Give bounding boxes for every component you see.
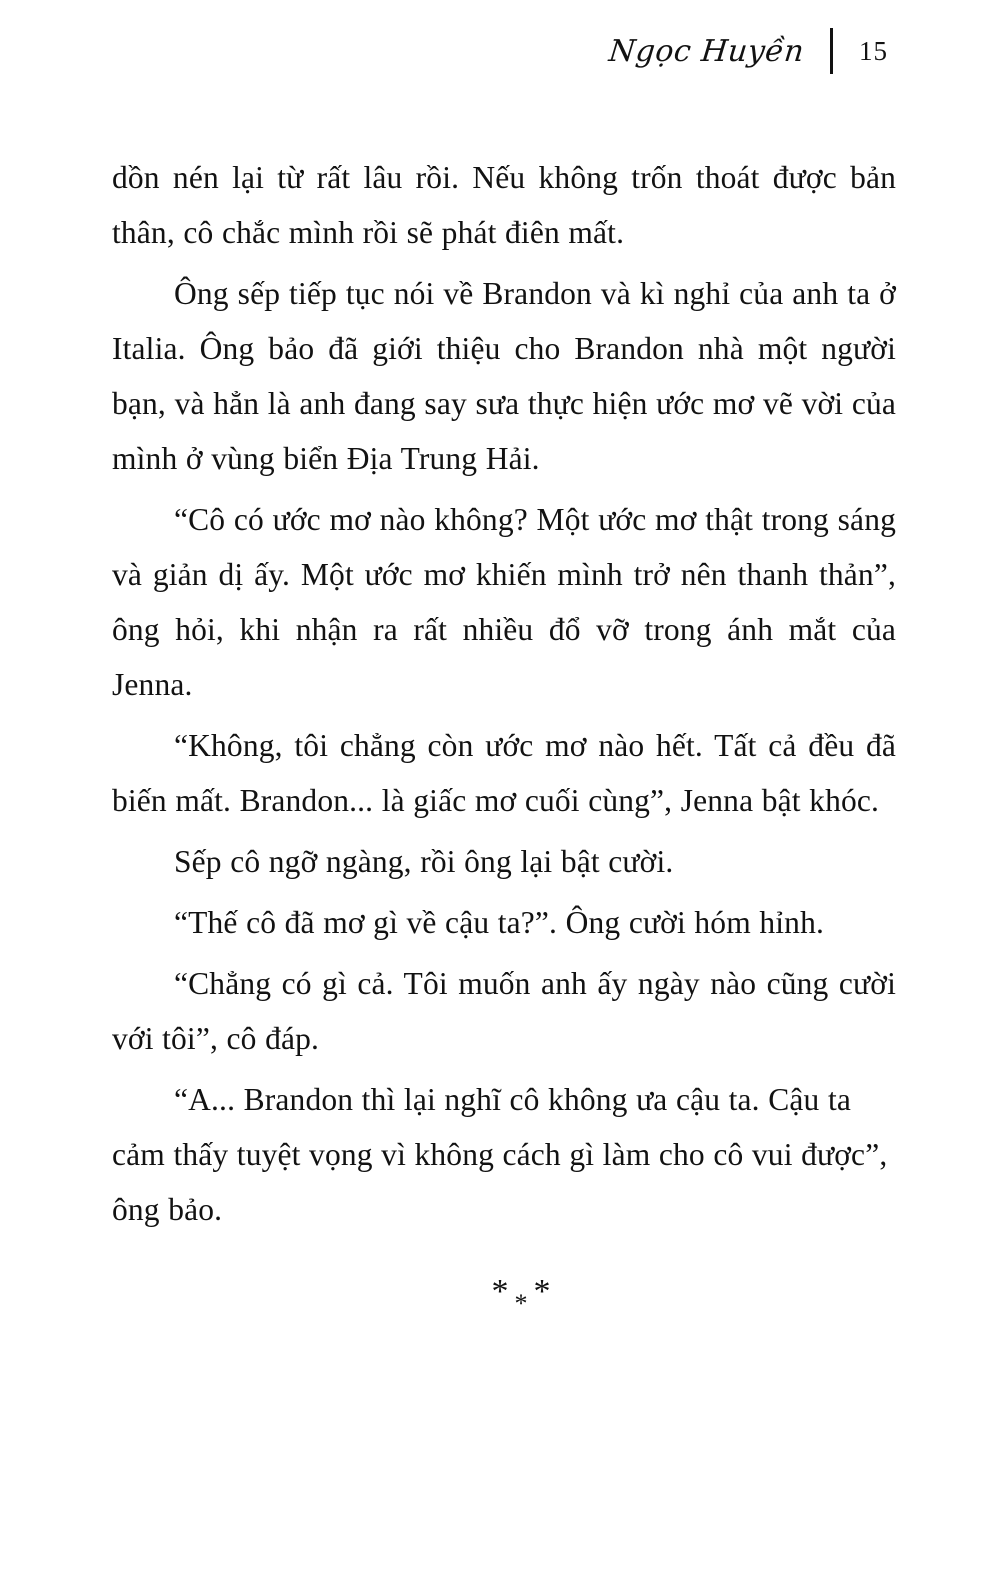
paragraph: Ông sếp tiếp tục nói về Brandon và kì nghỉ của anh ta ở Italia. Ông bảo đã giới thiệu cho Brandon nhà một người bạn, và hẳn là anh đang say sưa thực hiện ước mơ vẽ vời của mình ở vùng biển Địa Trung Hải.	[112, 276, 896, 476]
paragraph: Sếp cô ngỡ ngàng, rồi ông lại bật cười.	[174, 844, 674, 879]
running-header	[609, 28, 888, 74]
paragraph: “Cô có ước mơ nào không? Một ước mơ thật trong sáng và giản dị ấy. Một ước mơ khiến mình trở nên thanh thản”, ông hỏi, khi nhận ra rất nhiều đổ vỡ trong ánh mắt của Jenna.	[112, 502, 896, 702]
scene-break-star-right: *	[533, 1273, 557, 1310]
scene-break-ornament	[112, 1272, 916, 1324]
paragraph: “Thế cô đã mơ gì về cậu ta?”. Ông cười hóm hỉnh.	[174, 905, 825, 940]
scene-break-star-left: *	[491, 1273, 515, 1310]
page-body-text	[112, 150, 896, 1243]
scene-break-star-middle: *	[514, 1289, 534, 1318]
paragraph: “Không, tôi chẳng còn ước mơ nào hết. Tất cả đều đã biến mất. Brandon... là giấc mơ cuối cùng”, Jenna bật khóc.	[112, 728, 896, 818]
page-number: 15	[859, 35, 888, 66]
header-divider-rule	[830, 28, 833, 74]
header-author-name: Ngọc Huyền	[607, 33, 806, 69]
paragraph: dồn nén lại từ rất lâu rồi. Nếu không trốn thoát được bản thân, cô chắc mình rồi sẽ phát điên mất.	[112, 160, 896, 250]
paragraph: “Chẳng có gì cả. Tôi muốn anh ấy ngày nào cũng cười với tôi”, cô đáp.	[112, 966, 896, 1056]
paragraph: “A... Brandon thì lại nghĩ cô không ưa cậu ta. Cậu ta cảm thấy tuyệt vọng vì không cách gì làm cho cô vui được”, ông bảo.	[112, 1082, 888, 1227]
